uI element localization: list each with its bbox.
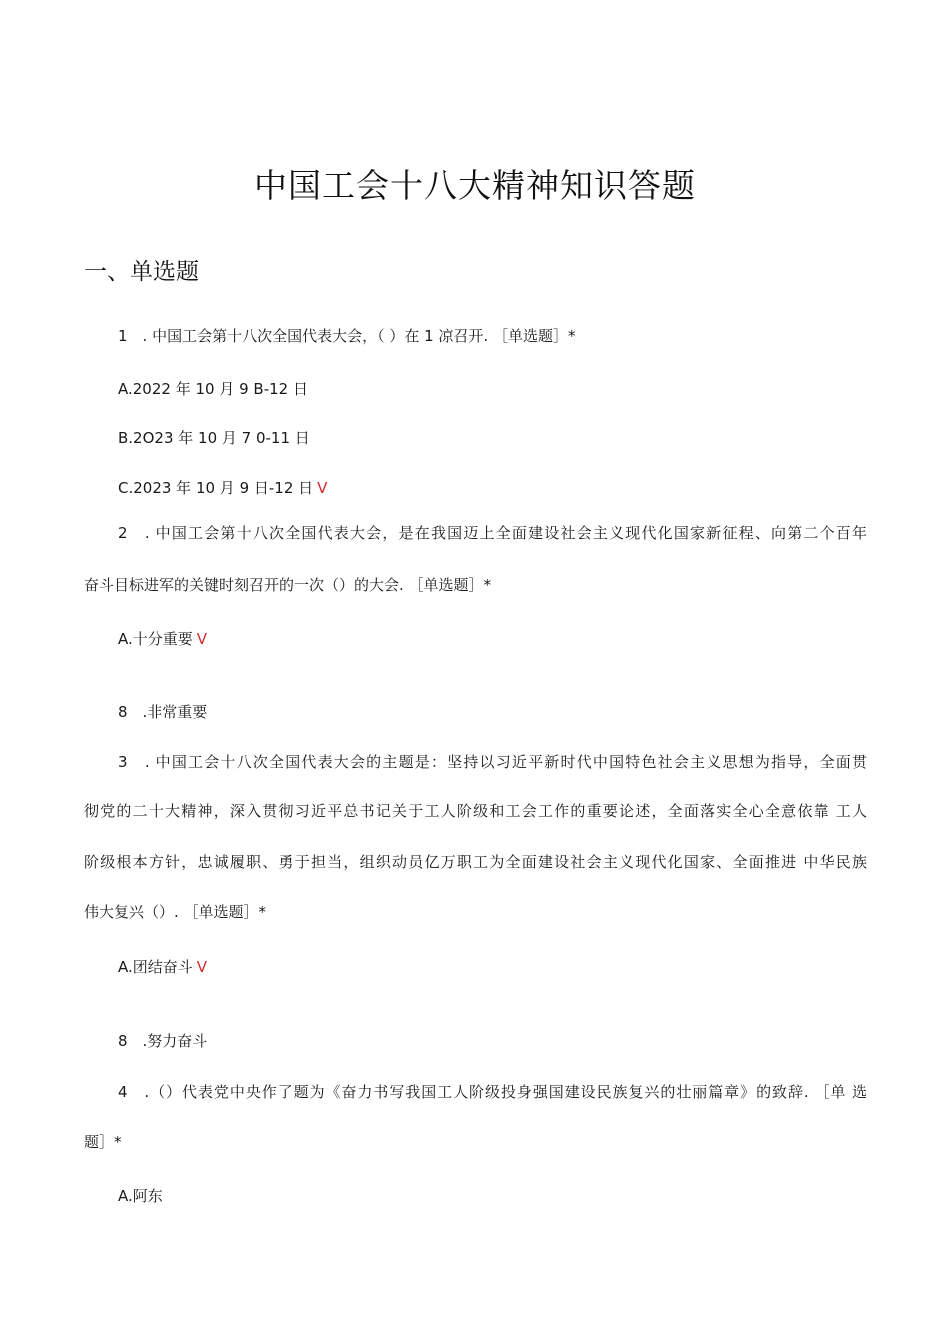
option-label: 8 .非常重要 (118, 703, 208, 721)
document-title: 中国工会十八大精神知识答题 (254, 166, 696, 205)
option-label: A.团结奋斗 (118, 958, 193, 976)
question-1-option-b (118, 427, 314, 449)
option-label: C.2023 年 10 月 9 日-12 日 (118, 479, 314, 497)
option-label: 8 .努力奋斗 (118, 1032, 208, 1050)
option-label: A.阿东 (118, 1187, 163, 1205)
correct-mark: V (196, 630, 208, 648)
question-2-option-a (118, 628, 207, 650)
question-1-option-c (118, 477, 327, 499)
question-2-text-line-2: 奋斗目标进军的关键时刻召开的一次（）的大会. ［单选题］* (84, 576, 492, 594)
question-3-option-a (118, 956, 207, 978)
question-3-text-line-4: 伟大复兴（）. ［单选题］* (84, 903, 267, 921)
question-2-text-line-1: 2 . 中国工会第十八次全国代表大会，是在我国迈上全面建设社会主义现代化国家新征程、向第二个百年 (118, 524, 867, 542)
option-label: A.十分重要 (118, 630, 193, 648)
question-3-option-b (118, 1030, 211, 1052)
section-heading: 一、单选题 (84, 259, 199, 285)
option-label: A.2022 年 10 月 9 B-12 日 (118, 380, 308, 398)
question-2-option-b (118, 701, 211, 723)
question-3-text-line-3: 阶级根本方针，忠诚履职、勇于担当，组织动员亿万职工为全面建设社会主义现代化国家、全面推进 中华民族 (84, 853, 867, 871)
option-label: B.2O23 年 10 月 7 0-11 日 (118, 429, 310, 447)
question-1-option-a (118, 378, 312, 400)
question-1-text: 1 . 中国工会第十八次全国代表大会，（ ）在 1 凉召开. ［单选题］* (118, 327, 576, 345)
correct-mark: V (317, 479, 328, 497)
correct-mark: V (196, 958, 208, 976)
question-3-text-line-1: 3 . 中国工会十八次全国代表大会的主题是：坚持以习近平新时代中国特色社会主义思想为指导，全面贯 (118, 753, 867, 771)
question-4-option-a (118, 1185, 167, 1207)
question-4-text-line-1: 4 .（）代表党中央作了题为《奋力书写我国工人阶级投身强国建设民族复兴的壮丽篇章》的致辞. ［单 选 (118, 1083, 867, 1101)
question-4-text-line-2: 题］* (84, 1133, 122, 1151)
question-3-text-line-2: 彻党的二十大精神，深入贯彻习近平总书记关于工人阶级和工会工作的重要论述，全面落实全心全意依靠 工人 (84, 802, 867, 820)
